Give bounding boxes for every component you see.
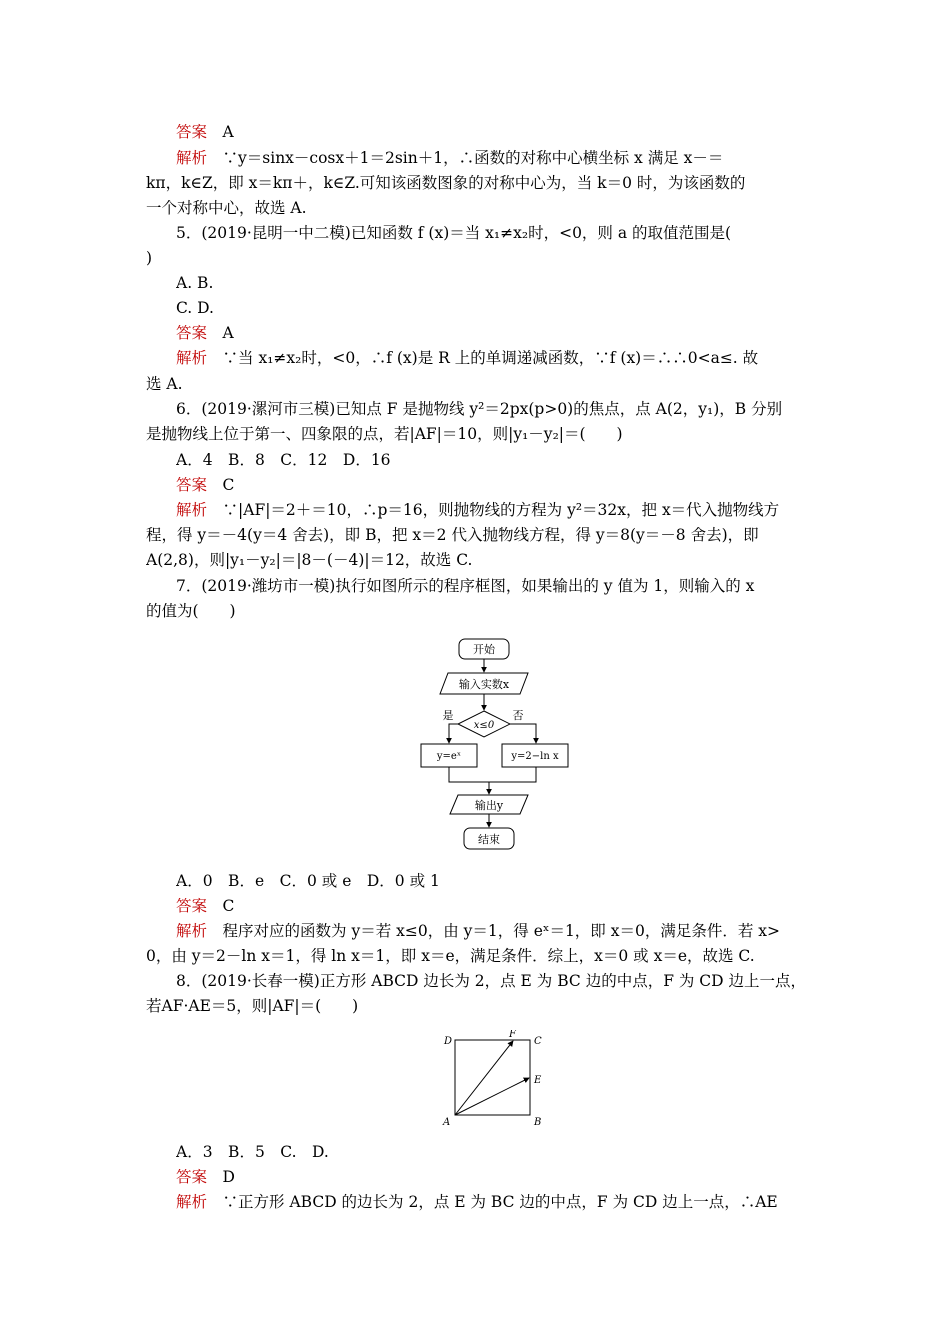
q4-answer-value: A xyxy=(222,123,234,141)
flow-arrow-no xyxy=(510,724,536,743)
q5-analysis-line-2: 选 A. xyxy=(146,375,183,393)
q5-analysis-line-1 xyxy=(176,346,808,370)
q6-analysis-line-2: 程，得 y＝－4(y＝4 舍去)，即 B，把 x＝2 代入抛物线方程，得 y＝8(y＝－8 舍去)，即 xyxy=(146,526,759,544)
answer-label: 答案 xyxy=(176,897,208,915)
q7-analysis-line-2: 0，由 y＝2－ln x＝1，得 ln x＝1，即 x＝e，满足条件．综上，x＝0 或 x＝e，故选 C. xyxy=(146,947,755,965)
q7-answer-line xyxy=(176,894,808,918)
q6-analysis-line-3: A(2,8)，则|y₁－y₂|＝|8－(－4)|＝12，故选 C. xyxy=(146,551,473,569)
flow-output-text: 输出y xyxy=(474,799,504,812)
analysis-label: 解析 xyxy=(176,922,208,940)
flow-left-text: y=eˣ xyxy=(436,751,462,762)
flow-no-text: 否 xyxy=(512,709,524,722)
flow-arrow-yes xyxy=(449,724,458,743)
q4-analysis-line-1 xyxy=(176,146,808,170)
q4-analysis-text-1: ∵y＝sinx－cosx＋1＝2sin＋1，∴函数的对称中心横坐标 x 满足 x－＝ xyxy=(222,149,724,167)
flow-condition-text: x≤0 xyxy=(473,720,495,731)
q6-analysis-text-1: ∵|AF|＝2＋＝10，∴p＝16，则抛物线的方程为 y²＝32x，把 x＝代入抛物线方 xyxy=(222,501,780,519)
vertex-a-label: A xyxy=(443,1117,451,1128)
q8-stem-line-2: 若AF·AE＝5，则|AF|＝( ) xyxy=(146,997,359,1015)
q5-options-line-1: A. B. xyxy=(176,274,214,292)
q4-analysis-line-2: kπ，k∈Z，即 x＝kπ＋，k∈Z.可知该函数图象的对称中心为，当 k＝0 时，为该函数的 xyxy=(146,174,746,192)
flow-end-text: 结束 xyxy=(478,833,500,846)
q7-flowchart xyxy=(410,632,580,858)
q7-stem-line-2: 的值为( ) xyxy=(146,602,236,620)
flow-yes-text: 是 xyxy=(442,709,454,722)
point-e-label: E xyxy=(534,1075,542,1086)
flow-input-text: 输入实数x xyxy=(458,678,510,691)
vector-af xyxy=(455,1041,513,1115)
q5-analysis-text-1: ∵当 x₁≠x₂时，<0，∴f (x)是 R 上的单调递减函数，∵f (x)＝∴∴0<a≤. 故 xyxy=(222,349,759,367)
q8-stem-line-1: 8．(2019·长春一模)正方形 ABCD 边长为 2，点 E 为 BC 边的中点，F 为 CD 边上一点， xyxy=(176,972,807,990)
answer-label: 答案 xyxy=(176,324,208,342)
analysis-label: 解析 xyxy=(176,501,208,519)
q6-stem-line-2: 是抛物线上位于第一、四象限的点，若|AF|＝10，则|y₁－y₂|＝( ) xyxy=(146,425,623,443)
q8-analysis-text-1: ∵正方形 ABCD 的边长为 2，点 E 为 BC 边的中点，F 为 CD 边上一点，∴AE xyxy=(222,1193,778,1211)
q7-stem-line-1: 7．(2019·潍坊市一模)执行如图所示的程序框图，如果输出的 y 值为 1，则输入的 x xyxy=(176,577,755,595)
analysis-label: 解析 xyxy=(176,1193,208,1211)
vertex-d-label: D xyxy=(444,1036,453,1047)
flow-merge-line xyxy=(449,767,536,782)
q6-options: A．4 B．8 C．12 D．16 xyxy=(176,451,391,469)
q7-options: A．0 B．e C．0 或 e D．0 或 1 xyxy=(176,872,440,890)
answer-label: 答案 xyxy=(176,1168,208,1186)
flow-start-text: 开始 xyxy=(473,643,495,656)
answer-label: 答案 xyxy=(176,123,208,141)
square-abcd xyxy=(455,1040,530,1115)
q8-options: A．3 B．5 C. D. xyxy=(176,1143,329,1161)
q4-answer-line xyxy=(176,120,808,144)
q5-options-line-2: C. D. xyxy=(176,299,214,317)
q6-analysis-line-1 xyxy=(176,498,808,522)
q6-answer-line xyxy=(176,473,808,497)
analysis-label: 解析 xyxy=(176,149,208,167)
q5-stem-line-1: 5．(2019·昆明一中二模)已知函数 f (x)＝当 x₁≠x₂时，<0，则 a 的取值范围是( xyxy=(176,224,732,242)
q8-answer-line xyxy=(176,1165,808,1189)
q8-answer-value: D xyxy=(222,1168,235,1186)
vector-ae xyxy=(455,1078,529,1115)
q8-analysis-line-1 xyxy=(176,1190,808,1214)
point-f-label: F xyxy=(509,1030,516,1040)
q6-stem-line-1: 6．(2019·漯河市三模)已知点 F 是抛物线 y²＝2px(p>0)的焦点，点 A(2，y₁)，B 分别 xyxy=(176,400,783,418)
q5-answer-line xyxy=(176,321,808,345)
q7-answer-value: C xyxy=(222,897,235,915)
q5-answer-value: A xyxy=(222,324,234,342)
analysis-label: 解析 xyxy=(176,349,208,367)
q8-square-figure xyxy=(438,1030,550,1128)
answer-label: 答案 xyxy=(176,476,208,494)
q7-analysis-line-1 xyxy=(176,919,808,943)
vertex-b-label: B xyxy=(534,1117,542,1128)
q5-stem-line-2: ) xyxy=(146,249,153,267)
flow-right-text: y=2−ln x xyxy=(511,751,559,762)
q4-analysis-line-3: 一个对称中心，故选 A. xyxy=(146,199,307,217)
q6-answer-value: C xyxy=(222,476,235,494)
vertex-c-label: C xyxy=(534,1036,542,1047)
q7-analysis-text-1: 程序对应的函数为 y＝若 x≤0，由 y＝1，得 eˣ＝1，即 x＝0，满足条件．若 x> xyxy=(222,922,780,940)
